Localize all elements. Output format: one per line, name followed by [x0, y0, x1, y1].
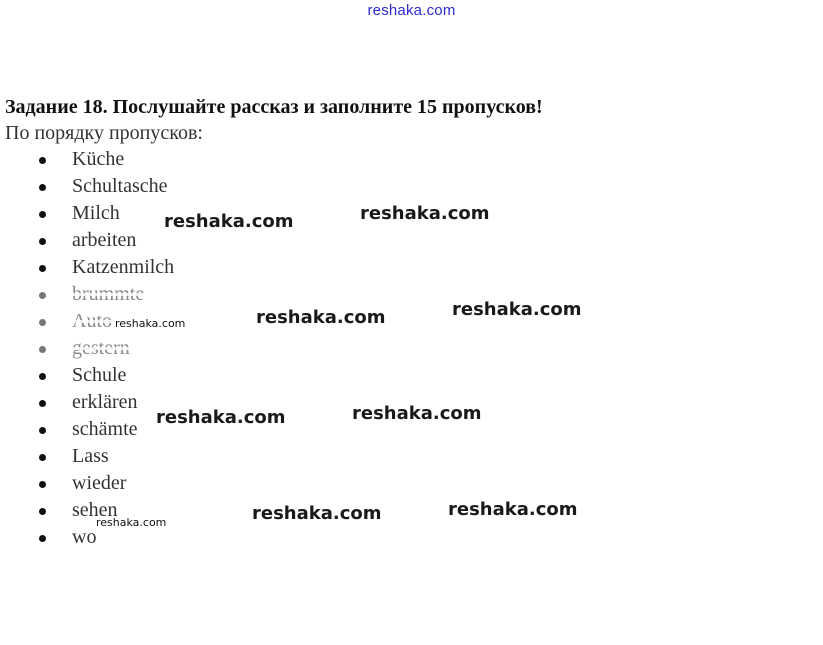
site-header-watermark: reshaka.com — [367, 2, 456, 19]
bullet-icon — [39, 454, 46, 461]
word-text: Milch — [72, 202, 120, 224]
word-text: Katzenmilch — [72, 256, 175, 278]
word-text: schämte — [72, 418, 138, 440]
bullet-icon — [39, 481, 46, 488]
word-text: wo — [72, 526, 97, 548]
watermark: reshaka.com — [352, 403, 482, 424]
word-text: Küche — [72, 148, 125, 170]
watermark: reshaka.com — [448, 499, 578, 520]
bullet-icon — [39, 373, 46, 380]
word-text: Schultasche — [72, 175, 168, 197]
word-text: Schule — [72, 364, 127, 386]
watermark: reshaka.com — [96, 516, 167, 529]
bullet-icon — [39, 319, 46, 326]
watermark: reshaka.com — [115, 317, 186, 330]
bullet-icon — [39, 238, 46, 245]
watermark: reshaka.com — [156, 407, 286, 428]
word-text: sehen — [72, 499, 118, 521]
watermark: reshaka.com — [164, 211, 294, 232]
word-text: erklären — [72, 391, 138, 413]
word-text: gestern — [72, 337, 130, 359]
task-title: Задание 18. Послушайте рассказ и заполните 15 пропусков! — [5, 96, 543, 118]
bullet-icon — [39, 265, 46, 272]
watermark: reshaka.com — [256, 307, 386, 328]
word-text: wieder — [72, 472, 127, 494]
word-text: Lass — [72, 445, 109, 467]
bullet-icon — [39, 508, 46, 515]
word-text: Auto — [72, 310, 112, 332]
watermark: reshaka.com — [252, 503, 382, 524]
bullet-icon — [39, 157, 46, 164]
bullet-icon — [39, 400, 46, 407]
watermark: reshaka.com — [452, 299, 582, 320]
bullet-icon — [39, 346, 46, 353]
word-text: brummte — [72, 283, 145, 305]
bullet-icon — [39, 292, 46, 299]
task-subtitle: По порядку пропусков: — [5, 122, 203, 144]
bullet-icon — [39, 427, 46, 434]
bullet-icon — [39, 211, 46, 218]
word-text: arbeiten — [72, 229, 137, 251]
bullet-icon — [39, 535, 46, 542]
watermark: reshaka.com — [360, 203, 490, 224]
bullet-icon — [39, 184, 46, 191]
